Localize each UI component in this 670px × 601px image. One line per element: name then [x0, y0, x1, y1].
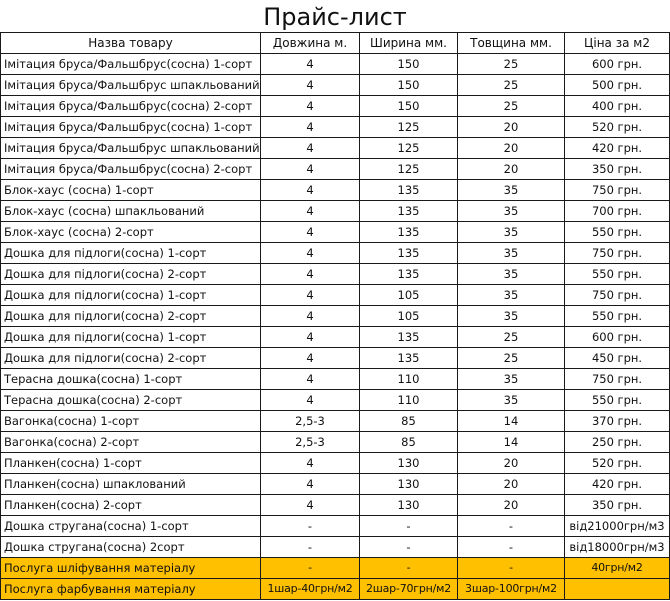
cell-thickness: 35: [458, 264, 565, 285]
cell-price: 550 грн.: [565, 222, 670, 243]
service-row: [1, 579, 670, 600]
cell-price: 420 грн.: [565, 474, 670, 495]
cell-width: 135: [360, 348, 458, 369]
cell-length: 4: [261, 201, 360, 222]
cell-name: Планкен(сосна) 2-сорт: [1, 495, 261, 516]
table-row: [1, 411, 670, 432]
cell-price: 600 грн.: [565, 327, 670, 348]
cell-thickness: 35: [458, 369, 565, 390]
cell-price: 550 грн.: [565, 390, 670, 411]
cell-price: 370 грн.: [565, 411, 670, 432]
cell-price: 400 грн.: [565, 96, 670, 117]
table-header-row: [1, 33, 670, 54]
page-title: Прайс-лист: [263, 3, 407, 31]
cell-thickness: 35: [458, 222, 565, 243]
table-row: [1, 159, 670, 180]
cell-width: -: [360, 537, 458, 558]
cell-thickness: 35: [458, 243, 565, 264]
cell-thickness: 25: [458, 348, 565, 369]
service-row: [1, 558, 670, 579]
cell-name: Дошка для підлоги(сосна) 2-сорт: [1, 348, 261, 369]
column-header-thickness: Товщина мм.: [458, 33, 565, 54]
cell-name: Імітация бруса/Фальшбрус шпакльований: [1, 138, 261, 159]
table-row: [1, 96, 670, 117]
cell-length: 4: [261, 327, 360, 348]
cell-price: від18000грн/м3: [565, 537, 670, 558]
cell-width: 135: [360, 327, 458, 348]
cell-thickness: 20: [458, 117, 565, 138]
cell-width: 135: [360, 201, 458, 222]
table-row: [1, 75, 670, 96]
table-row: [1, 285, 670, 306]
cell-length: 4: [261, 348, 360, 369]
cell-name: Блок-хаус (сосна) 2-сорт: [1, 222, 261, 243]
cell-width: 130: [360, 495, 458, 516]
table-row: [1, 516, 670, 537]
cell-name: Дошка для підлоги(сосна) 1-сорт: [1, 243, 261, 264]
cell-width: 105: [360, 306, 458, 327]
cell-name: Вагонка(сосна) 2-сорт: [1, 432, 261, 453]
table-row: [1, 264, 670, 285]
cell-thickness: 3шар-100грн/м2: [458, 579, 565, 600]
cell-width: 110: [360, 369, 458, 390]
cell-price: 500 грн.: [565, 75, 670, 96]
cell-length: 4: [261, 180, 360, 201]
cell-width: 125: [360, 138, 458, 159]
cell-thickness: 20: [458, 159, 565, 180]
cell-price: 750 грн.: [565, 243, 670, 264]
table-row: [1, 117, 670, 138]
table-row: [1, 180, 670, 201]
cell-name: Дошка для підлоги(сосна) 2-сорт: [1, 264, 261, 285]
cell-price: 600 грн.: [565, 54, 670, 75]
cell-thickness: 20: [458, 453, 565, 474]
cell-length: 4: [261, 75, 360, 96]
cell-thickness: 35: [458, 285, 565, 306]
cell-name: Дошка для підлоги(сосна) 2-сорт: [1, 306, 261, 327]
cell-length: 4: [261, 138, 360, 159]
cell-length: -: [261, 537, 360, 558]
cell-length: 4: [261, 390, 360, 411]
cell-width: 135: [360, 180, 458, 201]
cell-price: 420 грн.: [565, 138, 670, 159]
cell-width: 150: [360, 54, 458, 75]
cell-length: -: [261, 558, 360, 579]
cell-name: Блок-хаус (сосна) 1-сорт: [1, 180, 261, 201]
cell-name: Послуга шліфування матеріалу: [1, 558, 261, 579]
cell-length: 4: [261, 285, 360, 306]
cell-name: Дошка для підлоги(сосна) 1-сорт: [1, 327, 261, 348]
cell-length: 4: [261, 96, 360, 117]
cell-thickness: 20: [458, 495, 565, 516]
cell-length: 4: [261, 369, 360, 390]
cell-width: 150: [360, 75, 458, 96]
cell-width: 125: [360, 159, 458, 180]
cell-length: 2,5-3: [261, 432, 360, 453]
cell-length: 4: [261, 54, 360, 75]
cell-name: Дошка для підлоги(сосна) 1-сорт: [1, 285, 261, 306]
cell-name: Імітация бруса/Фальшбрус(сосна) 1-сорт: [1, 117, 261, 138]
cell-name: Терасна дошка(сосна) 2-сорт: [1, 390, 261, 411]
cell-price: 40грн/м2: [565, 558, 670, 579]
cell-width: 85: [360, 411, 458, 432]
cell-thickness: 35: [458, 180, 565, 201]
cell-name: Планкен(сосна) 1-сорт: [1, 453, 261, 474]
cell-length: 4: [261, 159, 360, 180]
cell-length: 2,5-3: [261, 411, 360, 432]
table-row: [1, 348, 670, 369]
cell-price: 550 грн.: [565, 264, 670, 285]
cell-length: 4: [261, 495, 360, 516]
table-row: [1, 390, 670, 411]
cell-width: 135: [360, 222, 458, 243]
cell-width: 135: [360, 264, 458, 285]
cell-thickness: 25: [458, 96, 565, 117]
cell-length: 4: [261, 243, 360, 264]
cell-length: 1шар-40грн/м2: [261, 579, 360, 600]
cell-price: 350 грн.: [565, 159, 670, 180]
cell-price: 550 грн.: [565, 306, 670, 327]
column-header-length: Довжина м.: [261, 33, 360, 54]
cell-width: -: [360, 516, 458, 537]
cell-name: Дошка стругана(сосна) 1-сорт: [1, 516, 261, 537]
cell-width: 135: [360, 243, 458, 264]
cell-length: 4: [261, 474, 360, 495]
cell-width: 130: [360, 453, 458, 474]
table-row: [1, 222, 670, 243]
cell-thickness: 25: [458, 327, 565, 348]
cell-price: 750 грн.: [565, 369, 670, 390]
cell-thickness: 14: [458, 432, 565, 453]
cell-length: 4: [261, 306, 360, 327]
cell-width: 110: [360, 390, 458, 411]
cell-thickness: -: [458, 558, 565, 579]
cell-width: 105: [360, 285, 458, 306]
cell-thickness: 14: [458, 411, 565, 432]
table-row: [1, 432, 670, 453]
cell-length: 4: [261, 222, 360, 243]
cell-thickness: 25: [458, 75, 565, 96]
cell-thickness: 35: [458, 306, 565, 327]
cell-name: Дошка стругана(сосна) 2сорт: [1, 537, 261, 558]
cell-name: Імітация бруса/Фальшбрус шпакльований: [1, 75, 261, 96]
cell-length: 4: [261, 264, 360, 285]
cell-thickness: -: [458, 516, 565, 537]
column-header-width: Ширина мм.: [360, 33, 458, 54]
table-row: [1, 537, 670, 558]
cell-price: 250 грн.: [565, 432, 670, 453]
cell-name: Імітация бруса/Фальшбрус(сосна) 2-сорт: [1, 96, 261, 117]
cell-name: Терасна дошка(сосна) 1-сорт: [1, 369, 261, 390]
cell-length: 4: [261, 453, 360, 474]
cell-name: Вагонка(сосна) 1-сорт: [1, 411, 261, 432]
table-row: [1, 474, 670, 495]
cell-price: 700 грн.: [565, 201, 670, 222]
cell-thickness: 35: [458, 201, 565, 222]
cell-length: 4: [261, 117, 360, 138]
table-row: [1, 453, 670, 474]
cell-thickness: 20: [458, 474, 565, 495]
cell-width: -: [360, 558, 458, 579]
cell-name: Блок-хаус (сосна) шпакльований: [1, 201, 261, 222]
cell-price: 520 грн.: [565, 117, 670, 138]
cell-thickness: 35: [458, 390, 565, 411]
table-row: [1, 495, 670, 516]
table-row: [1, 327, 670, 348]
table-body: [1, 54, 670, 600]
cell-name: Імітация бруса/Фальшбрус(сосна) 2-сорт: [1, 159, 261, 180]
table-row: [1, 138, 670, 159]
cell-length: -: [261, 516, 360, 537]
cell-width: 150: [360, 96, 458, 117]
cell-thickness: 20: [458, 138, 565, 159]
column-header-name: Назва товару: [1, 33, 261, 54]
cell-width: 125: [360, 117, 458, 138]
column-header-price: Ціна за м2: [565, 33, 670, 54]
cell-price: 750 грн.: [565, 180, 670, 201]
price-table: [0, 32, 670, 600]
cell-width: 85: [360, 432, 458, 453]
cell-price: 450 грн.: [565, 348, 670, 369]
cell-width: 130: [360, 474, 458, 495]
table-row: [1, 243, 670, 264]
table-row: [1, 201, 670, 222]
cell-price: [565, 579, 670, 600]
table-row: [1, 369, 670, 390]
cell-name: Послуга фарбування матеріалу: [1, 579, 261, 600]
cell-thickness: -: [458, 537, 565, 558]
cell-name: Планкен(сосна) шпаклований: [1, 474, 261, 495]
cell-thickness: 25: [458, 54, 565, 75]
table-row: [1, 306, 670, 327]
cell-price: 350 грн.: [565, 495, 670, 516]
cell-name: Імітация бруса/Фальшбрус(сосна) 1-сорт: [1, 54, 261, 75]
cell-price: 750 грн.: [565, 285, 670, 306]
cell-price: від21000грн/м3: [565, 516, 670, 537]
table-row: [1, 54, 670, 75]
cell-width: 2шар-70грн/м2: [360, 579, 458, 600]
cell-price: 520 грн.: [565, 453, 670, 474]
